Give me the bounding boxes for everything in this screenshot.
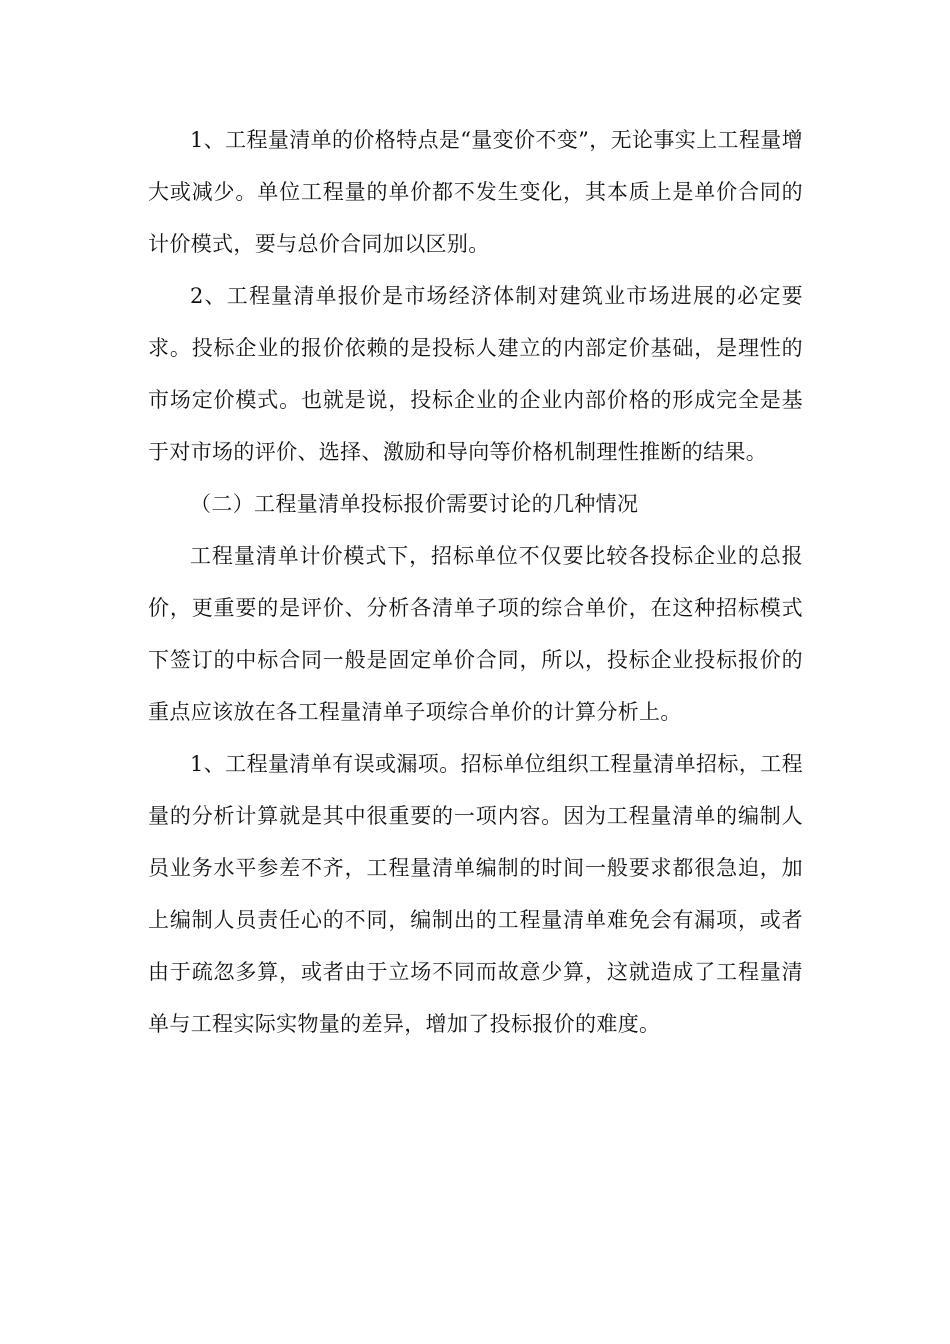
paragraph-errors-omissions: 1、工程量清单有误或漏项。招标单位组织工程量清单招标，工程量的分析计算就是其中很重要的一项内容。因为工程量清单的编制人员业务水平参差不齐，工程量清单编制的时间一般要求都很急迫，加上编制人员责任心的不同，编制出的工程量清单难免会有漏项，或者由于疏忽多算，或者由于立场不同而故意少算，这就造成了工程量清单与工程实际实物量的差异，增加了投标报价的难度。: [148, 752, 803, 1036]
section-heading: （二）工程量清单投标报价需要讨论的几种情况: [190, 492, 639, 516]
document-body: [148, 114, 803, 1050]
paragraph-price-characteristics: 1、工程量清单的价格特点是“量变价不变”，无论事实上工程量增大或减少。单位工程量的单价都不发生变化，其本质上是单价合同的计价模式，要与总价合同加以区别。: [148, 128, 803, 256]
paragraph-pricing-mode: 工程量清单计价模式下，招标单位不仅要比较各投标企业的总报价，更重要的是评价、分析各清单子项的综合单价，在这种招标模式下签订的中标合同一般是固定单价合同，所以，投标企业投标报价的重点应该放在各工程量清单子项综合单价的计算分析上。: [148, 544, 803, 724]
paragraph-market-requirement: 2、工程量清单报价是市场经济体制对建筑业市场进展的必定要求。投标企业的报价依赖的是投标人建立的内部定价基础，是理性的市场定价模式。也就是说，投标企业的企业内部价格的形成完全是基于对市场的评价、选择、激励和导向等价格机制理性推断的结果。: [148, 284, 803, 464]
